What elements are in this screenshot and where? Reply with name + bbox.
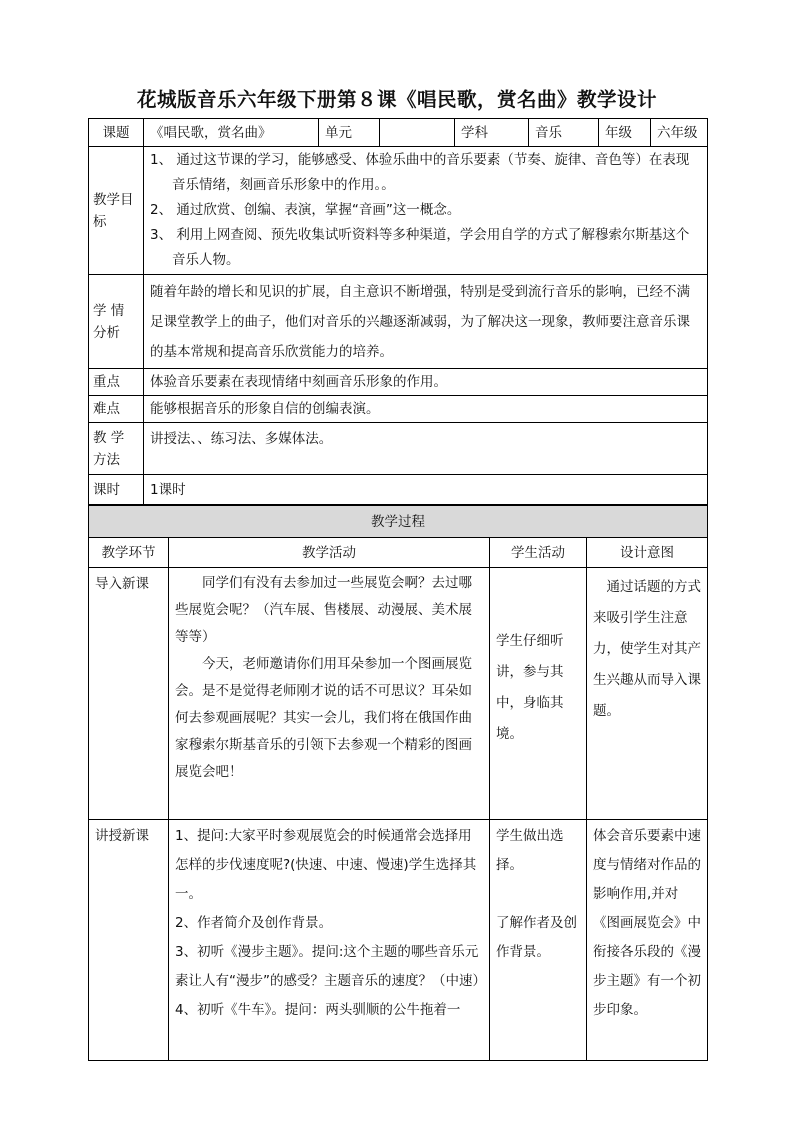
course-value: 《唱民歌，赏名曲》 (144, 119, 319, 147)
key-point-text: 体验音乐要素在表现情绪中刻画音乐形象的作用。 (144, 369, 708, 396)
grade-label: 年级 (599, 119, 651, 147)
goal-item: 2、 通过欣赏、创编、表演，掌握“音画”这一概念。 (150, 202, 461, 218)
header-stage: 教学环节 (89, 538, 169, 568)
stage-cell: 导入新课 (89, 568, 169, 820)
table-row (89, 820, 708, 1061)
lesson-info-table (88, 118, 708, 505)
course-label: 课题 (89, 119, 144, 147)
student-paragraph: 学生做出选择。 (496, 828, 564, 873)
intent-cell: 体会音乐要素中速度与情绪对作品的影响作用,并对《图画展览会》中衔接各乐段的《漫步主题》有一个初步印象。 (587, 820, 708, 1061)
method-label: 教 学 方法 (89, 423, 144, 475)
goal-item: 1、 通过这节课的学习，能够感受、体验乐曲中的音乐要素（节奏、旋律、音色等）在表现音乐情绪，刻画音乐形象中的作用。。 (150, 152, 690, 193)
goals-label: 教学目标 (89, 147, 144, 275)
stage-cell: 讲授新课 (89, 820, 169, 1061)
difficulty-label: 难点 (89, 396, 144, 423)
student-paragraph: 了解作者及创作背景。 (496, 915, 577, 960)
activity-cell (169, 568, 490, 820)
activity-cell (169, 820, 490, 1061)
subject-value: 音乐 (529, 119, 599, 147)
intent-cell: 通过话题的方式来吸引学生注意力，使学生对其产生兴趣从而导入课题。 (587, 568, 708, 820)
goals-content (144, 147, 708, 275)
activity-paragraph: 2、作者简介及创作背景。 (175, 915, 333, 931)
student-cell (490, 820, 587, 1061)
hours-text: 1课时 (144, 475, 708, 505)
grade-value: 六年级 (651, 119, 708, 147)
activity-paragraph: 同学们有没有去参加过一些展览会啊？去过哪些展览会呢？（汽车展、售楼展、动漫展、美术展等等） (175, 575, 472, 645)
teaching-process-table (88, 505, 708, 1061)
analysis-text: 随着年龄的增长和见识的扩展，自主意识不断增强，特别是受到流行音乐的影响，已经不满足课堂教学上的曲子，他们对音乐的兴趣逐渐减弱，为了解决这一现象，教师要注意音乐课的基本常规和提高音乐欣赏能力的培养。 (144, 275, 708, 369)
unit-label: 单元 (319, 119, 380, 147)
process-heading: 教学过程 (89, 506, 708, 538)
student-cell: 学生仔细听讲，参与其中，身临其境。 (490, 568, 587, 820)
goal-item: 3、 利用上网查阅、预先收集试听资料等多种渠道，学会用自学的方式了解穆索尔斯基这个音乐人物。 (150, 227, 690, 268)
analysis-label: 学 情 分析 (89, 275, 144, 369)
activity-paragraph: 4、初听《牛车》。提问：两头驯顺的公牛拖着一 (175, 1002, 461, 1018)
method-text: 讲授法、、练习法、多媒体法。 (144, 423, 708, 475)
hours-label: 课时 (89, 475, 144, 505)
key-point-label: 重点 (89, 369, 144, 396)
activity-paragraph: 1、提问:大家平时参观展览会的时候通常会选择用怎样的步伐速度呢?(快速、中速、慢速)学生选择其一。 (175, 828, 477, 902)
header-student: 学生活动 (490, 538, 587, 568)
activity-paragraph: 今天，老师邀请你们用耳朵参加一个图画展览会。是不是觉得老师刚才说的话不可思议？耳朵如何去参观画展呢？其实一会儿，我们将在俄国作曲家穆索尔斯基音乐的引领下去参观一个精彩的图画展览会吧！ (175, 656, 472, 780)
difficulty-text: 能够根据音乐的形象自信的创编表演。 (144, 396, 708, 423)
unit-value (380, 119, 455, 147)
document-title: 花城版音乐六年级下册第８课《唱民歌，赏名曲》教学设计 (136, 88, 657, 111)
activity-paragraph: 3、初听《漫步主题》。提问:这个主题的哪些音乐元素让人有“漫步”的感受？主题音乐的速度？（中速） (175, 944, 486, 989)
subject-label: 学科 (455, 119, 529, 147)
header-activity: 教学活动 (169, 538, 490, 568)
header-intent: 设计意图 (587, 538, 708, 568)
table-row (89, 568, 708, 820)
